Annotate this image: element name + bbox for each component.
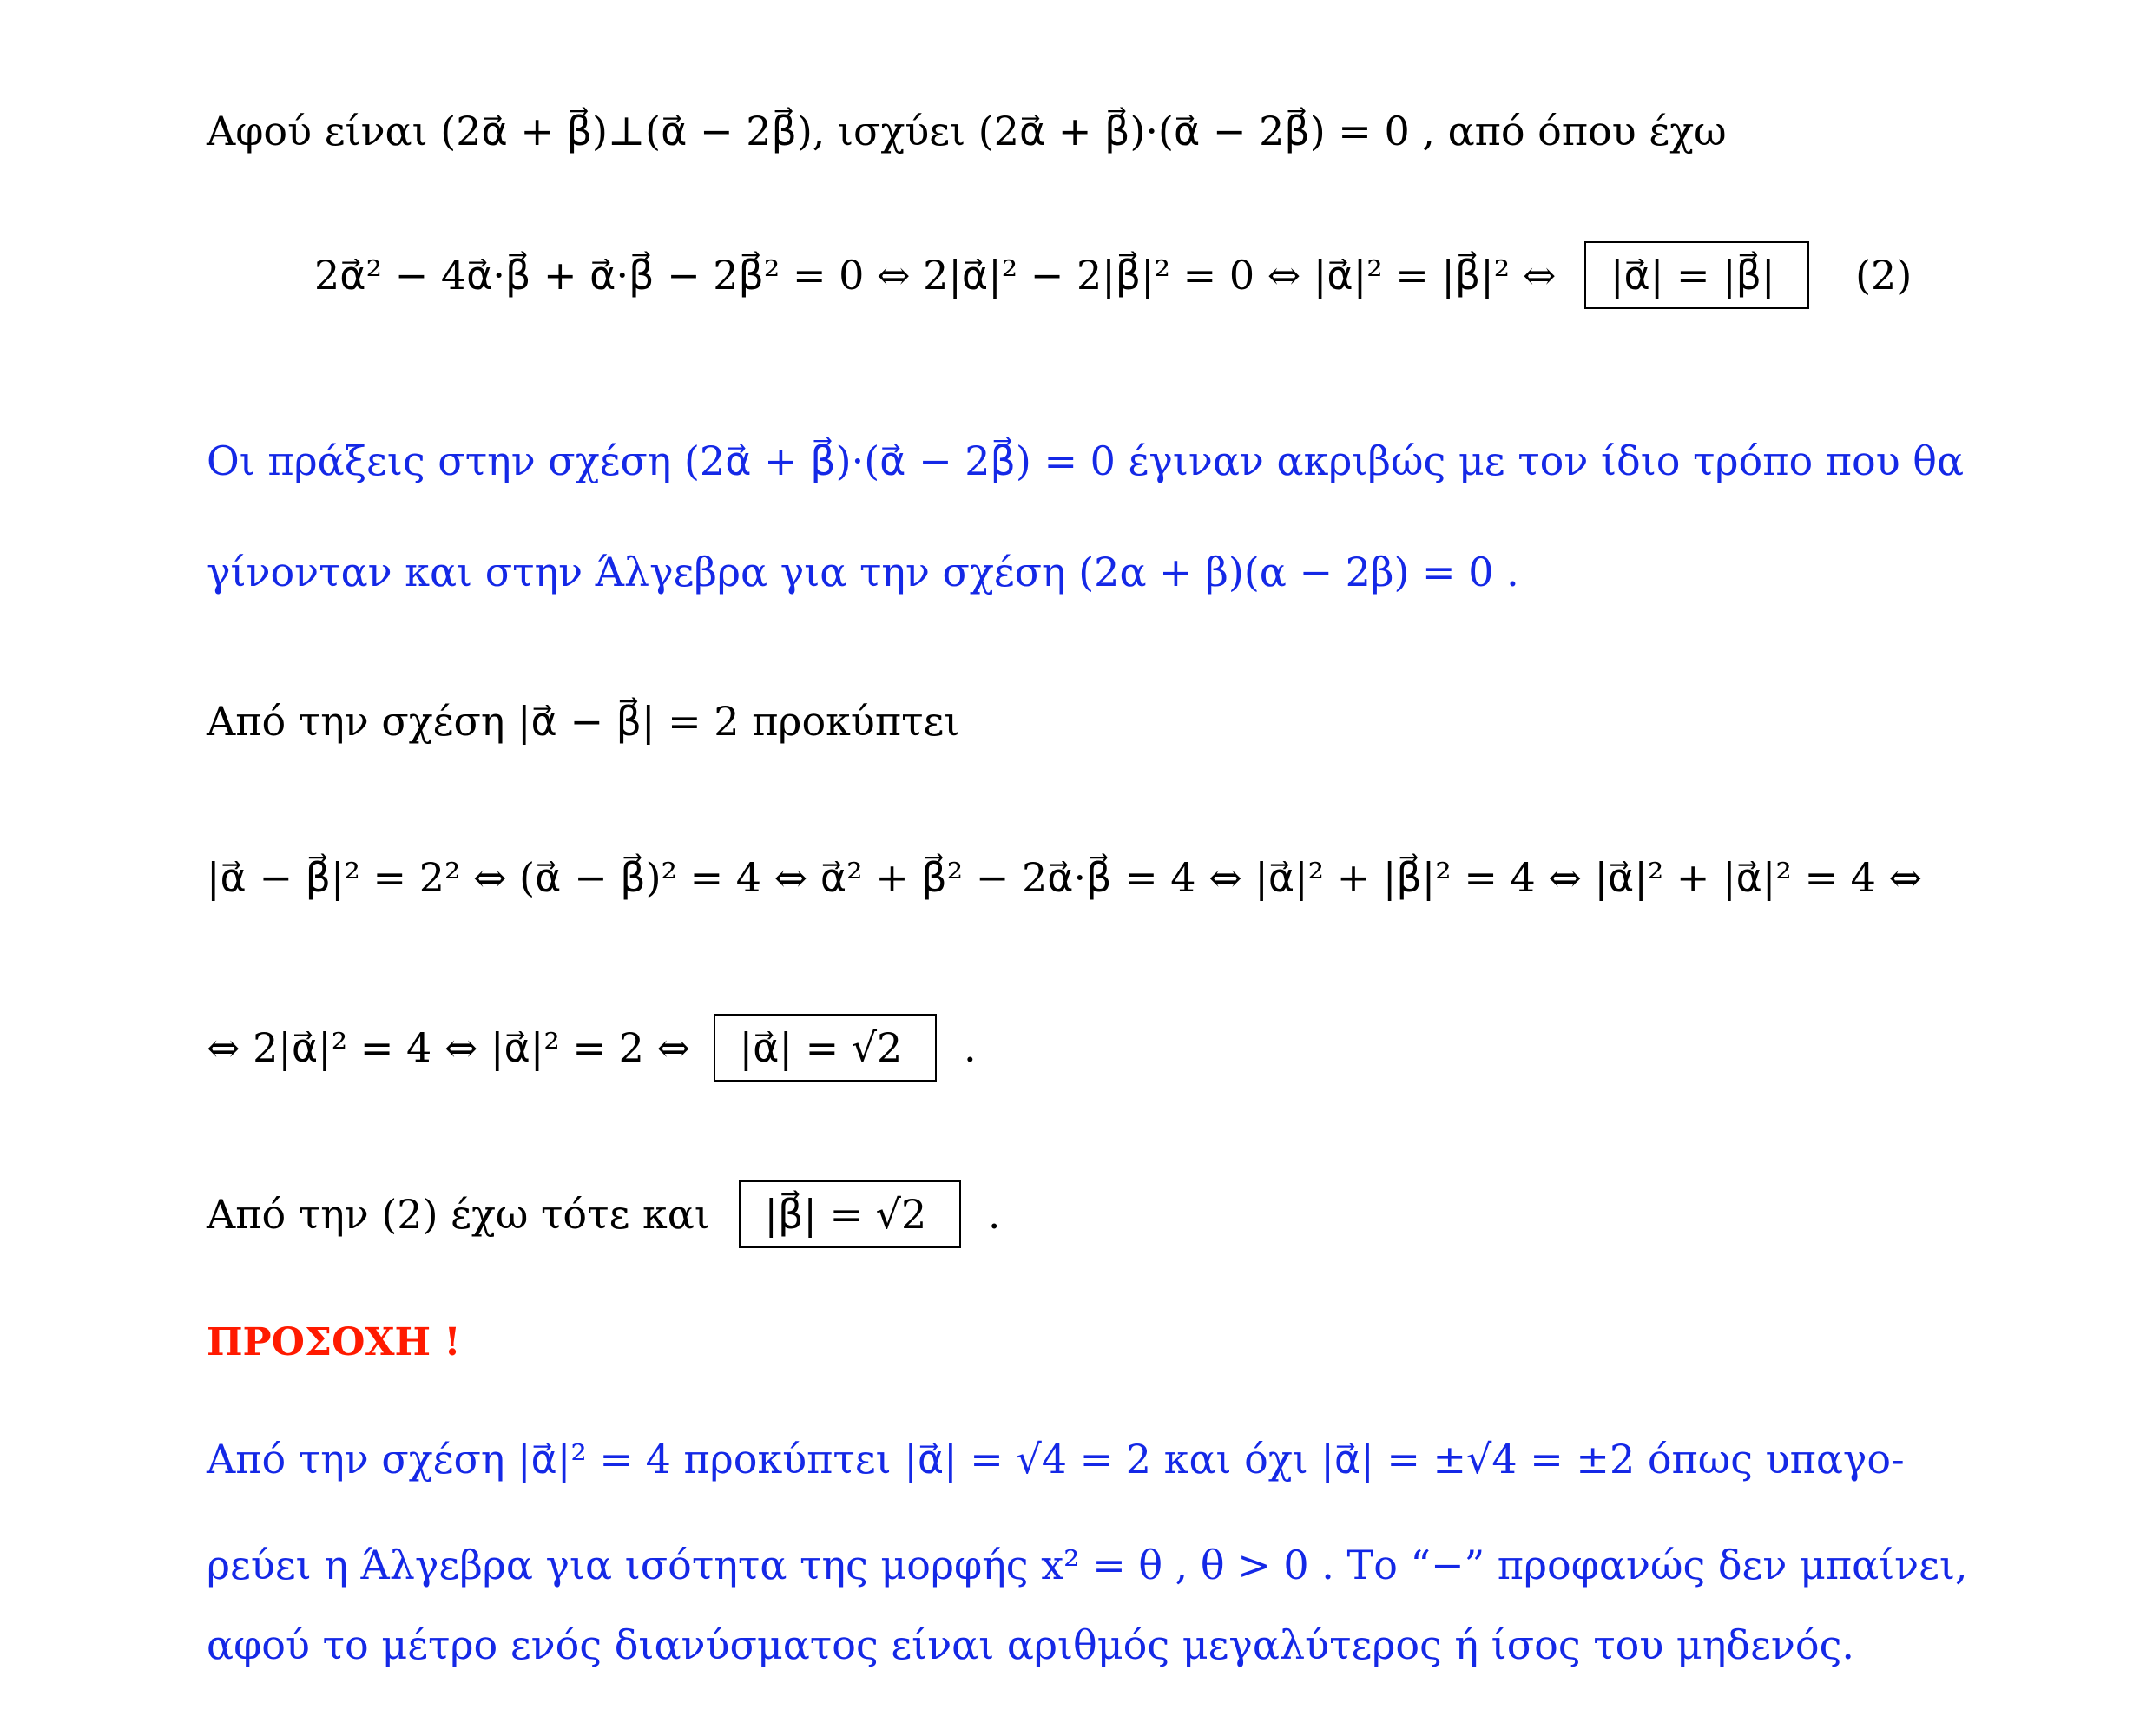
line-beta-result xyxy=(207,1180,1000,1248)
boxed-result-beta xyxy=(739,1180,962,1248)
line-perpendicular-statement xyxy=(207,108,1727,155)
text-note-algebra: γίνονταν και στην Άλγεβρα για την σχέση (2α + β)(α − 2β) = 0 . xyxy=(207,549,1519,595)
period-beta: . xyxy=(987,1191,1001,1238)
equation-squared-expansion: |α⃗ − β⃗|² = 2² ⇔ (α⃗ − β⃗)² = 4 ⇔ α⃗² + β⃗² − 2α⃗·β⃗ = 4 ⇔ |α⃗|² + |β⃗|² = 4 ⇔ |α⃗|² + |α⃗|² = 4 ⇔ xyxy=(207,854,1923,901)
period-alpha: . xyxy=(963,1024,977,1071)
line-note-operations xyxy=(207,437,1965,484)
equation-alpha-steps: ⇔ 2|α⃗|² = 4 ⇔ |α⃗|² = 2 ⇔ xyxy=(207,1024,691,1071)
boxed-alpha-text: |α⃗| = √2 xyxy=(739,1024,903,1071)
line-warning-explanation xyxy=(207,1436,1905,1483)
boxed-equal-magnitudes-text: |α⃗| = |β⃗| xyxy=(1610,252,1775,299)
line-alpha-result xyxy=(207,1014,977,1082)
text-perpendicular: Αφού είναι (2α⃗ + β⃗)⊥(α⃗ − 2β⃗), ισχύει (2α⃗ + β⃗)·(α⃗ − 2β⃗) = 0 , από όπου έχω xyxy=(207,108,1727,155)
line-expansion-equation xyxy=(314,241,1912,309)
text-warning-explanation: Από την σχέση |α⃗|² = 4 προκύπτει |α⃗| = √4 = 2 και όχι |α⃗| = ±√4 = ±2 όπως υπαγο- xyxy=(207,1436,1905,1483)
equation-expansion: 2α⃗² − 4α⃗·β⃗ + α⃗·β⃗ − 2β⃗² = 0 ⇔ 2|α⃗|² − 2|β⃗|² = 0 ⇔ |α⃗|² = |β⃗|² ⇔ xyxy=(314,252,1557,299)
boxed-result-alpha xyxy=(714,1014,938,1082)
warning-heading-text: ΠΡΟΣΟΧΗ ! xyxy=(207,1320,461,1364)
line-squared-expansion xyxy=(207,854,1923,901)
boxed-beta-text: |β⃗| = √2 xyxy=(764,1191,927,1238)
line-warning-algebra xyxy=(207,1542,1968,1588)
text-warning-conclusion: αφού το μέτρο ενός διανύσματος είναι αριθμός μεγαλύτερος ή ίσος του μηδενός. xyxy=(207,1621,1854,1668)
warning-heading xyxy=(207,1320,461,1364)
text-warning-algebra: ρεύει η Άλγεβρα για ισότητα της μορφής x² = θ , θ > 0 . Το “−” προφανώς δεν μπαίνει, xyxy=(207,1542,1968,1588)
line-difference-magnitude xyxy=(207,698,960,745)
text-difference-magnitude: Από την σχέση |α⃗ − β⃗| = 2 προκύπτει xyxy=(207,698,960,745)
text-note-operations: Οι πράξεις στην σχέση (2α⃗ + β⃗)·(α⃗ − 2β⃗) = 0 έγιναν ακριβώς με τον ίδιο τρόπο που θα xyxy=(207,437,1965,484)
equation-tag-2: (2) xyxy=(1855,252,1913,299)
line-note-algebra xyxy=(207,549,1519,595)
boxed-result-equal-magnitudes xyxy=(1584,241,1809,309)
text-beta-intro: Από την (2) έχω τότε και xyxy=(207,1191,710,1238)
line-warning-conclusion xyxy=(207,1621,1854,1668)
